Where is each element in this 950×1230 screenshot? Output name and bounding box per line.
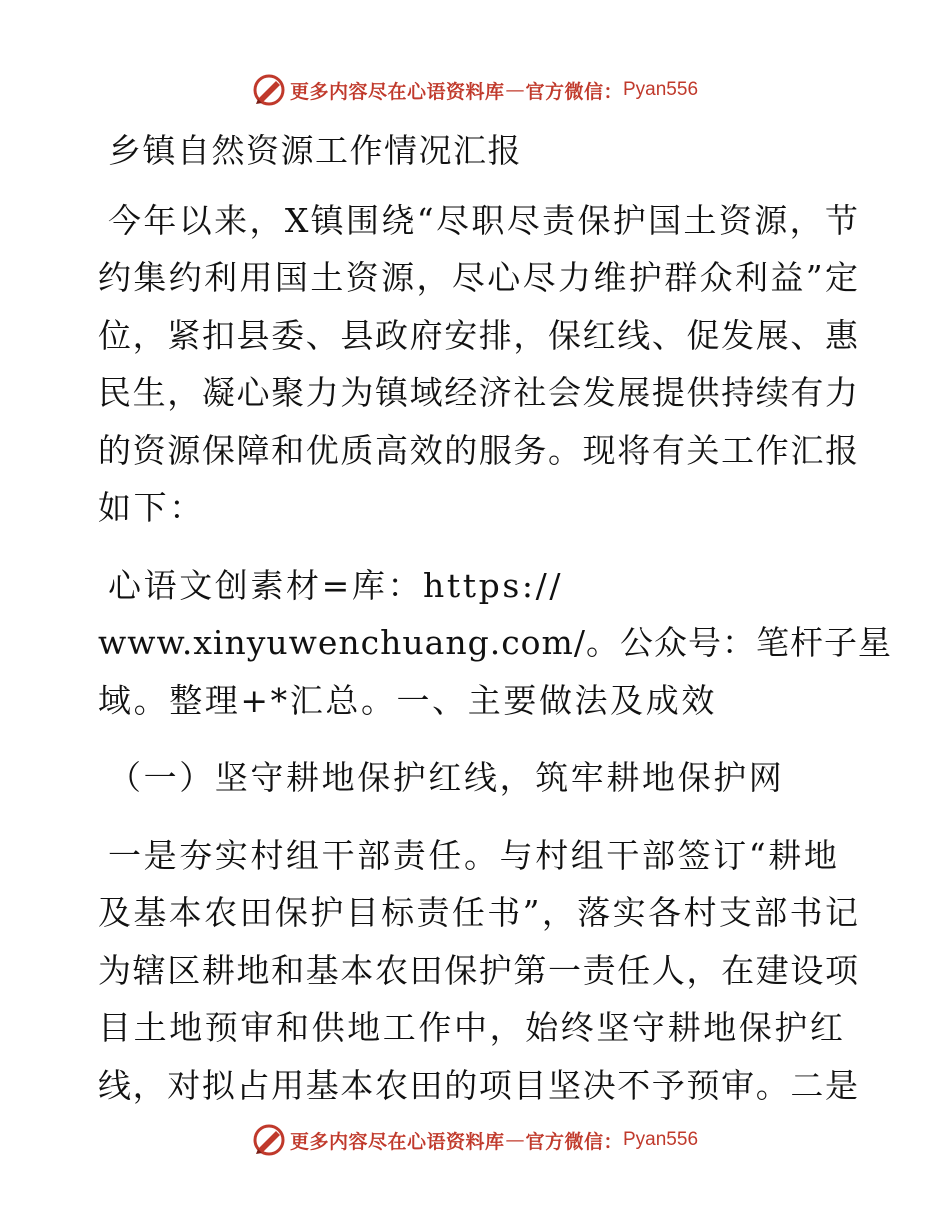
paragraph-line: 一是夯实村组干部责任。与村组干部签订“耕地 (108, 835, 840, 875)
pen-circle-logo-icon (252, 73, 286, 107)
pen-circle-logo-icon (252, 1123, 286, 1157)
header-banner (0, 70, 950, 110)
section-heading: （一）坚守耕地保护红线，筑牢耕地保护网 (108, 758, 785, 797)
paragraph-line: 线，对拟占用基本农田的项目坚决不予预审。二是 (98, 1065, 858, 1105)
wechat-id: Pyan556 (623, 1129, 699, 1150)
site-slogan: 更多内容尽在心语资料库 (289, 1130, 505, 1153)
wechat-label: 官方微信： (525, 1130, 623, 1153)
paragraph-line: 心语文创素材=库：https:// (108, 565, 564, 605)
paragraph-line: 如下： (98, 488, 205, 527)
paragraph-line: 域。整理+*汇总。一、主要做法及成效 (98, 680, 717, 720)
document-body (98, 122, 892, 1114)
paragraph-line: 民生，凝心聚力为镇域经济社会发展提供持续有力 (98, 373, 858, 412)
paragraph-line: 位，紧扣县委、县政府安排，保红线、促发展、惠 (98, 315, 858, 355)
wechat-id: Pyan556 (623, 79, 699, 100)
paragraph-line: 约集约利用国土资源，尽心尽力维护群众利益”定 (98, 258, 858, 297)
paragraph-line: 今年以来，X镇围绕“尽职尽责保护国土资源，节 (108, 200, 858, 240)
site-slogan: 更多内容尽在心语资料库 (289, 80, 505, 103)
intro-paragraph (98, 192, 858, 537)
ad-paragraph (98, 557, 892, 730)
paragraph-line: www.xinyuwenchuang.com/。公众号：笔杆子星 (98, 623, 892, 662)
document-title: 乡镇自然资源工作情况汇报 (108, 131, 522, 170)
banner-dash: — (505, 1129, 525, 1151)
paragraph-line: 的资源保障和优质高效的服务。现将有关工作汇报 (98, 430, 858, 470)
banner-dash: — (505, 79, 525, 101)
footer-banner (0, 1120, 950, 1160)
paragraph-line: 目土地预审和供地工作中，始终坚守耕地保护红 (98, 1008, 846, 1047)
body-paragraph (98, 827, 858, 1115)
wechat-label: 官方微信： (525, 80, 623, 103)
paragraph-line: 为辖区耕地和基本农田保护第一责任人，在建设项 (98, 950, 858, 990)
paragraph-line: 及基本农田保护目标责任书”，落实各村支部书记 (98, 893, 858, 932)
